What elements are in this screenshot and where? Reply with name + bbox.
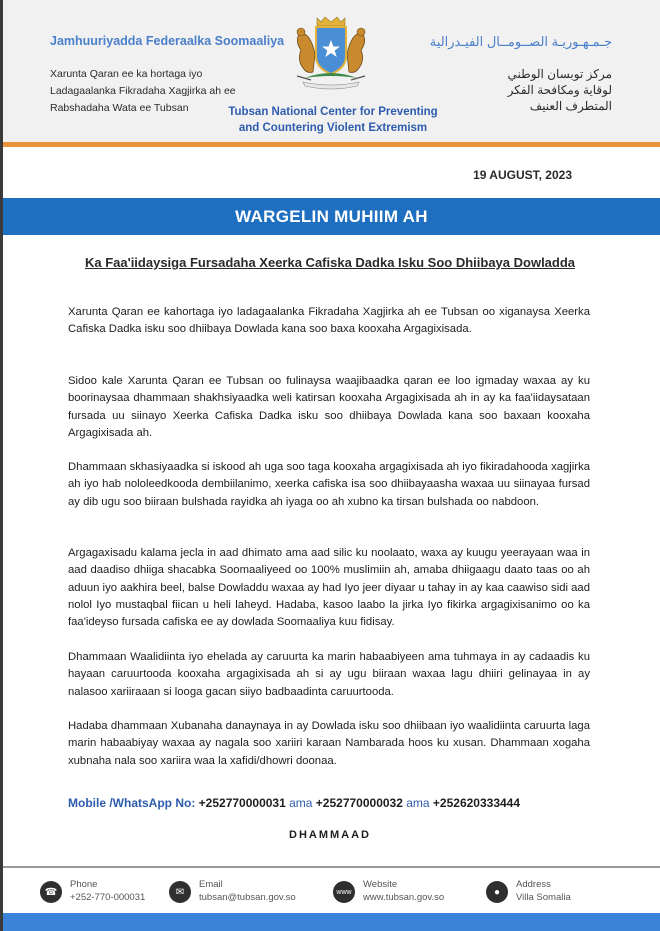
header-divider bbox=[3, 142, 660, 147]
footer-phone bbox=[40, 878, 145, 904]
center-name-somali-line: Ladagaalanka Fikradaha Xagjirka ah ee bbox=[50, 85, 236, 97]
subject-line: Ka Faa'iidaysiga Fursadaha Xeerka Cafiska Dadka Isku Soo Dhiibaya Dowladda bbox=[84, 255, 576, 270]
phone-icon: ☎ bbox=[40, 881, 62, 903]
footer-label: Website bbox=[363, 879, 398, 890]
phone-number[interactable]: +252620333444 bbox=[432, 796, 521, 810]
footer-address bbox=[486, 878, 571, 904]
footer-bar bbox=[3, 913, 660, 931]
phone-number[interactable]: +252770000032 bbox=[315, 796, 403, 810]
footer-label: Phone bbox=[70, 879, 98, 890]
center-name-somali-line: Rabshadaha Wata ee Tubsan bbox=[50, 102, 189, 114]
center-name-english-line: and Countering Violent Extremism bbox=[238, 122, 428, 134]
coat-of-arms-emblem bbox=[291, 14, 371, 94]
center-name-arabic-line: المتطرف العنيف bbox=[529, 99, 612, 113]
footer-contacts bbox=[3, 868, 660, 913]
paragraph: Dhammaan skhasiyaadka si iskood ah uga soo taga kooxaha argagixisada ah iyo fikiradahooda xagjirka ah iyo hab nololeedkooda dembiilanimo, xeerka cafiska isa soo dhiibayaasha waxaa uu siinayaa fursad ay dib ugu soo biiraan bulshada rayidka ah iyaga oo ah xubno ka tirsan bulshada oo nabdoon. bbox=[68, 461, 590, 508]
footer-label: Address bbox=[516, 879, 551, 890]
paragraph: Dhammaan Waalidiinta iyo ehelada ay caruurta ka marin habaabiyeen ama tuhmaya in ay cadaadis ku hayaan caruurtooda kooxaha argagixisada ah si ay ugu biiraan waxaa lagu dhiiri gelinayaa in ay nalasoo xariiraaan si looga gacan siiyo badbaadinta caruurtooda. bbox=[68, 651, 590, 698]
separator: ama bbox=[289, 796, 313, 810]
paragraph: Xarunta Qaran ee kahortaga iyo ladagaalanka Fikradaha Xagjirka ah ee Tubsan oo xiganaysa Xeerka Cafiska Dadka isku soo dhiibaya Dowlada kana soo baxa kooxaha Argagixisada. bbox=[68, 306, 590, 336]
letterhead bbox=[3, 0, 660, 142]
closing-word: DHAMMAAD bbox=[289, 829, 371, 841]
center-name-english bbox=[203, 104, 463, 136]
banner-title: WARGELIN MUHIIM AH bbox=[235, 206, 428, 226]
center-name-arabic-line: مركز توبسان الوطني bbox=[507, 67, 612, 81]
paragraph: Hadaba dhammaan Xubanaha danaynaya in ay Dowlada isku soo dhiibaan iyo waalidiinta caruurta laga marin habaabiyay waxaa ay nagala soo xariiri karaan Nambarada hoos ku xusan. Dhammaan xogaha xubnaha nala soo xariira waa la xafidi/dhowri doonaa. bbox=[68, 720, 590, 767]
footer-value[interactable]: www.tubsan.gov.so bbox=[363, 892, 445, 903]
phone-number[interactable]: +252770000031 bbox=[198, 796, 286, 810]
paragraph: Argagaxisadu kalama jecla in aad dhimato ama aad silic ku noolaato, waxa ay kuugu yeerayaan waa in aad daadiso dhiiga shacabka Soomaaliyeed oo 100% muslimiin ah, amaba dhiigaagu daato taas oo ah aduun iyo aakhira beel, balse Dowladdu waxaa ay had Iyo jeer diyaar u tahay in ay kaa caawiso sidi aad nolol Iyo mustaqbal fiican u heli laheyd. Hadaba, kasoo laabo la jirka Iyo fikirka argagixisanimo oo ka faa'ideyso fursada cafiska ee ay dowlada Soomaaliya kuu fidisay. bbox=[68, 547, 590, 629]
footer-value[interactable]: +252-770-000031 bbox=[70, 892, 146, 903]
email-icon: ✉ bbox=[169, 881, 191, 903]
footer-label: Email bbox=[199, 879, 223, 890]
center-name-arabic bbox=[508, 66, 612, 114]
separator: ama bbox=[406, 796, 430, 810]
center-name-somali-line: Xarunta Qaran ee ka hortaga iyo bbox=[50, 68, 203, 80]
footer-value[interactable]: tubsan@tubsan.gov.so bbox=[199, 892, 296, 903]
document-date: 19 AUGUST, 2023 bbox=[473, 168, 572, 182]
arabic-republic-title: جـمـهـوريـة الصــومــال الفيـدرالية bbox=[429, 34, 612, 49]
location-pin-icon: ● bbox=[486, 881, 508, 903]
contact-label: Mobile /WhatsApp No: bbox=[68, 796, 196, 810]
center-name-english-line: Tubsan National Center for Preventing bbox=[228, 106, 438, 118]
footer-value: Villa Somalia bbox=[516, 892, 571, 903]
center-name-arabic-line: لوقاية ومكافحة الفكر bbox=[507, 83, 612, 97]
footer-website bbox=[333, 878, 444, 904]
website-icon: www bbox=[333, 881, 355, 903]
contact-numbers bbox=[68, 796, 520, 810]
title-banner bbox=[3, 198, 660, 235]
somali-republic-title: Jamhuuriyadda Federaalka Soomaaliya bbox=[50, 34, 285, 48]
paragraph: Sidoo kale Xarunta Qaran ee Tubsan oo fulinaysa waajibaadka qaran ee loo igmaday waxaa ay ku boorinaysaa dhammaan shakhsiyaadka weli katirsan kooxaha Argagixisada ah in ay ka faa'iidaysataan fursada uu siinayo Xeerka Cafiska Dadka isku soo dhiibaya Dowlada kana soo baxaan kooxaha Argagixisada ah. bbox=[68, 375, 590, 439]
footer-email bbox=[169, 878, 296, 904]
